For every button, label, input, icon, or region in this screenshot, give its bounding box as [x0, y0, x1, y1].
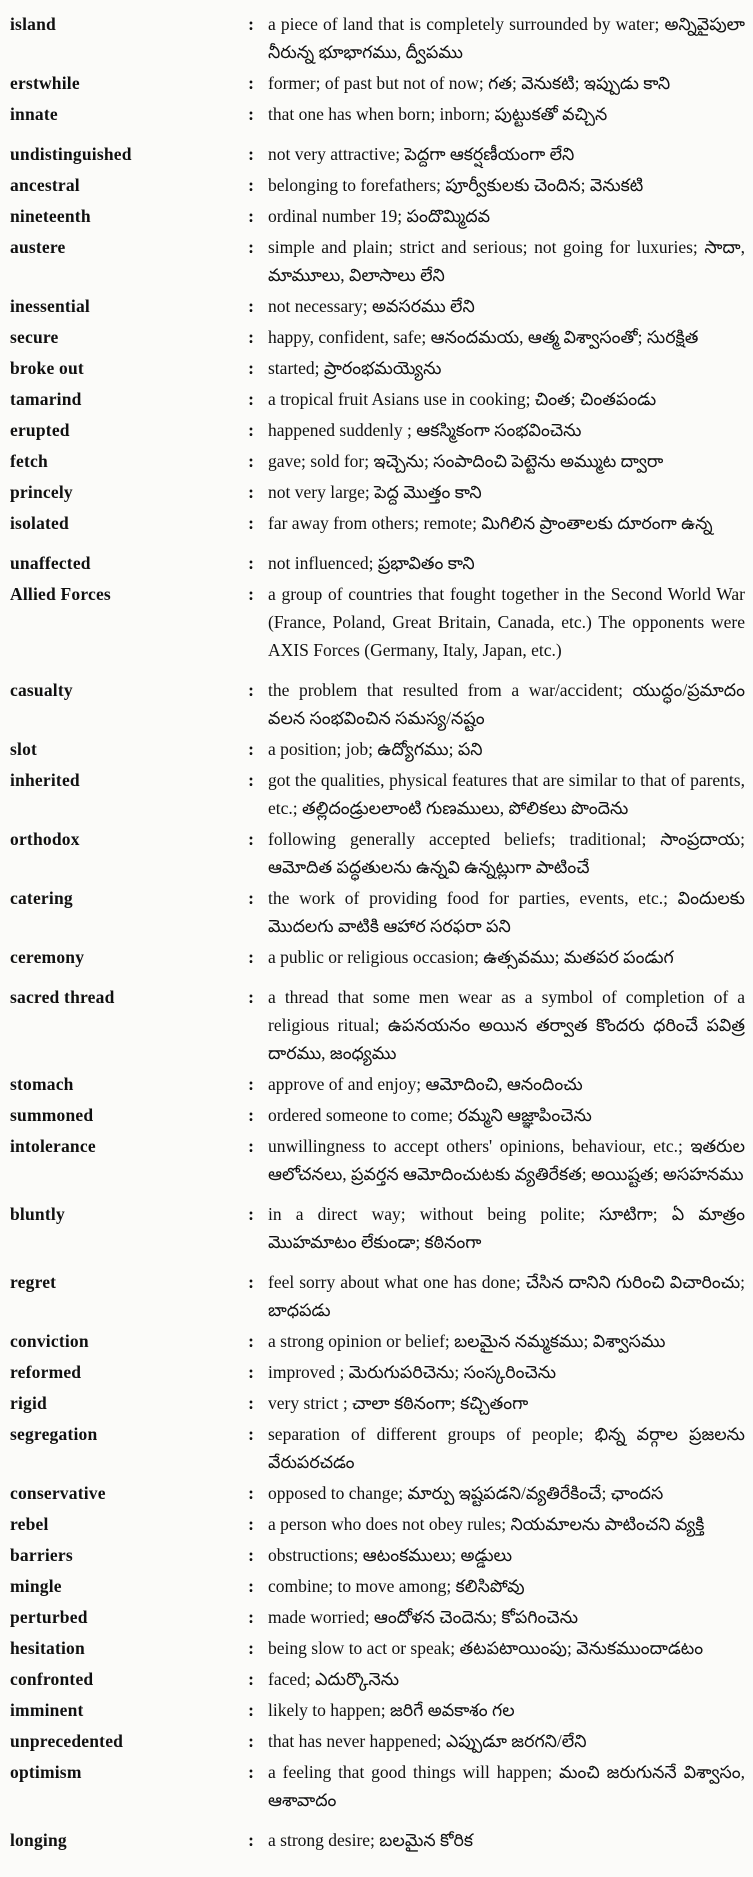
colon-separator: :: [248, 553, 254, 573]
term: rigid: [10, 1393, 47, 1413]
term: regret: [10, 1272, 57, 1292]
definition: improved ; మెరుగుపరిచెను; సంస్కరించెను: [268, 1362, 557, 1382]
colon-separator: :: [248, 237, 254, 257]
glossary-entry: [10, 323, 745, 351]
definition: ordered someone to come; రమ్మని ఆజ్ఞాపించెను: [268, 1105, 592, 1125]
term: austere: [10, 237, 66, 257]
colon-separator: :: [248, 1576, 254, 1596]
term: unaffected: [10, 553, 91, 573]
definition: likely to happen; జరిగే అవకాశం గల: [268, 1700, 515, 1720]
colon-separator: :: [248, 73, 254, 93]
definition: opposed to change; మార్పు ఇష్టపడని/వ్యతిరేకించే; ఛాందస: [268, 1483, 664, 1503]
glossary-entry: [10, 1358, 745, 1386]
colon-separator: :: [248, 1204, 254, 1224]
glossary-entry: [10, 233, 745, 289]
term: slot: [10, 739, 38, 759]
colon-separator: :: [248, 1483, 254, 1503]
glossary-entry: [10, 1541, 745, 1569]
glossary-entry: [10, 10, 745, 66]
glossary-entry: [10, 354, 745, 382]
glossary-entry: [10, 1696, 745, 1724]
term: confronted: [10, 1669, 94, 1689]
glossary-entry: [10, 1479, 745, 1507]
definition: belonging to forefathers; పూర్వీకులకు చెందిన; వెనుకటి: [268, 175, 644, 195]
definition: a feeling that good things will happen; మంచి జరుగుననే విశ్వాసం, ఆశావాదం: [268, 1762, 745, 1810]
definition: in a direct way; without being polite; సూటిగా; ఏ మాత్రం మొహమాటం లేకుండా; కఠినంగా: [268, 1204, 745, 1252]
glossary-entry: [10, 171, 745, 199]
colon-separator: :: [248, 1669, 254, 1689]
glossary-entry: [10, 983, 745, 1067]
glossary-entry: [10, 825, 745, 881]
definition: happy, confident, safe; ఆనందమయ, ఆత్మ విశ్వాసంతో; సురక్షిత: [268, 327, 699, 347]
definition: ordinal number 19; పందొమ్మిదవ: [268, 206, 491, 226]
glossary-entry: [10, 1758, 745, 1814]
term: innate: [10, 104, 58, 124]
glossary-entry: [10, 385, 745, 413]
glossary-entry: [10, 202, 745, 230]
definition: obstructions; ఆటంకములు; అడ్డులు: [268, 1545, 513, 1565]
colon-separator: :: [248, 1074, 254, 1094]
term: tamarind: [10, 389, 82, 409]
colon-separator: :: [248, 1731, 254, 1751]
colon-separator: :: [248, 296, 254, 316]
term: reformed: [10, 1362, 82, 1382]
definition: started; ప్రారంభమయ్యెను: [268, 358, 442, 378]
colon-separator: :: [248, 680, 254, 700]
definition: made worried; ఆందోళన చెందెను; కోపగించెను: [268, 1607, 579, 1627]
term: intolerance: [10, 1136, 96, 1156]
colon-separator: :: [248, 1545, 254, 1565]
glossary-entry: [10, 1634, 745, 1662]
term: undistinguished: [10, 144, 132, 164]
term: casualty: [10, 680, 73, 700]
colon-separator: :: [248, 1105, 254, 1125]
definition: happened suddenly ; ఆకస్మికంగా సంభవించెను: [268, 420, 582, 440]
term: barriers: [10, 1545, 73, 1565]
term: hesitation: [10, 1638, 85, 1658]
term: erupted: [10, 420, 70, 440]
colon-separator: :: [248, 987, 254, 1007]
definition: gave; sold for; ఇచ్చెను; సంపాదించి పెట్టెను అమ్ముట ద్వారా: [268, 451, 664, 471]
colon-separator: :: [248, 104, 254, 124]
term: erstwhile: [10, 73, 80, 93]
term: sacred thread: [10, 987, 115, 1007]
colon-separator: :: [248, 1700, 254, 1720]
definition: not very large; పెద్ద మొత్తం కాని: [268, 482, 482, 502]
definition: a strong opinion or belief; బలమైన నమ్మకము; విశ్వాసము: [268, 1331, 666, 1351]
colon-separator: :: [248, 451, 254, 471]
term: conservative: [10, 1483, 106, 1503]
colon-separator: :: [248, 358, 254, 378]
colon-separator: :: [248, 389, 254, 409]
definition: unwillingness to accept others' opinions, behaviour, etc.; ఇతరుల ఆలోచనలు, ప్రవర్తన ఆమోదించుటకు వ్యతిరేకత; అయిష్టత; అసహనము: [268, 1136, 745, 1184]
glossary-entry: [10, 1101, 745, 1129]
colon-separator: :: [248, 14, 254, 34]
definition: feel sorry about what one has done; చేసిన దానిని గురించి విచారించు; బాధపడు: [268, 1272, 745, 1320]
glossary-entry: [10, 140, 745, 168]
definition: a person who does not obey rules; నియమాలను పాటించని వ్యక్తి: [268, 1514, 705, 1534]
term: isolated: [10, 513, 69, 533]
glossary-entry: [10, 1665, 745, 1693]
definition: the work of providing food for parties, events, etc.; విందులకు మొదలగు వాటికి ఆహార సరఫరా పని: [268, 888, 745, 936]
colon-separator: :: [248, 144, 254, 164]
glossary-entry: [10, 1070, 745, 1098]
definition: not necessary; అవసరము లేని: [268, 296, 475, 316]
term: longing: [10, 1830, 67, 1850]
term: catering: [10, 888, 73, 908]
glossary-entry: [10, 735, 745, 763]
colon-separator: :: [248, 739, 254, 759]
term: princely: [10, 482, 73, 502]
glossary-entry: [10, 509, 745, 537]
term: inherited: [10, 770, 80, 790]
colon-separator: :: [248, 1393, 254, 1413]
colon-separator: :: [248, 584, 254, 604]
definition: not influenced; ప్రభావితం కాని: [268, 553, 475, 573]
definition: a thread that some men wear as a symbol of completion of a religious ritual; ఉపనయనం అయిన తర్వాత కొందరు ధరించే పవిత్ర దారము, జంధ్యము: [268, 987, 745, 1063]
definition: a position; job; ఉద్యోగము; పని: [268, 739, 483, 759]
colon-separator: :: [248, 1514, 254, 1534]
term: optimism: [10, 1762, 82, 1782]
glossary-entry: [10, 1327, 745, 1355]
colon-separator: :: [248, 888, 254, 908]
term: mingle: [10, 1576, 62, 1596]
term: broke out: [10, 358, 84, 378]
definition: former; of past but not of now; గత; వెనుకటి; ఇప్పుడు కాని: [268, 73, 671, 93]
colon-separator: :: [248, 947, 254, 967]
term: Allied Forces: [10, 584, 111, 604]
glossary-entry: [10, 416, 745, 444]
glossary-entry: [10, 447, 745, 475]
glossary-entry: [10, 766, 745, 822]
colon-separator: :: [248, 327, 254, 347]
glossary-list: [10, 10, 745, 1854]
glossary-entry: [10, 1826, 745, 1854]
definition: the problem that resulted from a war/accident; యుద్ధం/ప్రమాదం వలన సంభవించిన సమస్య/నష్టం: [268, 680, 745, 728]
term: ceremony: [10, 947, 85, 967]
term: rebel: [10, 1514, 49, 1534]
definition: a public or religious occasion; ఉత్సవము; మతపర పండుగ: [268, 947, 674, 967]
glossary-entry: [10, 884, 745, 940]
glossary-entry: [10, 943, 745, 971]
colon-separator: :: [248, 829, 254, 849]
glossary-entry: [10, 69, 745, 97]
glossary-entry: [10, 580, 745, 664]
colon-separator: :: [248, 175, 254, 195]
glossary-entry: [10, 1572, 745, 1600]
colon-separator: :: [248, 420, 254, 440]
glossary-entry: [10, 1420, 745, 1476]
definition: that has never happened; ఎప్పుడూ జరగని/లేని: [268, 1731, 587, 1751]
colon-separator: :: [248, 1136, 254, 1156]
colon-separator: :: [248, 1362, 254, 1382]
definition: approve of and enjoy; ఆమోదించి, ఆనందించు: [268, 1074, 583, 1094]
glossary-entry: [10, 292, 745, 320]
glossary-entry: [10, 549, 745, 577]
glossary-entry: [10, 1603, 745, 1631]
definition: far away from others; remote; మిగిలిన ప్రాంతాలకు దూరంగా ఉన్న: [268, 513, 713, 533]
colon-separator: :: [248, 1638, 254, 1658]
colon-separator: :: [248, 1331, 254, 1351]
glossary-entry: [10, 1727, 745, 1755]
glossary-entry: [10, 1389, 745, 1417]
term: orthodox: [10, 829, 80, 849]
term: imminent: [10, 1700, 84, 1720]
term: bluntly: [10, 1204, 65, 1224]
glossary-entry: [10, 1132, 745, 1188]
term: stomach: [10, 1074, 74, 1094]
term: perturbed: [10, 1607, 88, 1627]
term: nineteenth: [10, 206, 91, 226]
definition: a tropical fruit Asians use in cooking; చింత; చింతపండు: [268, 389, 657, 409]
term: unprecedented: [10, 1731, 124, 1751]
term: segregation: [10, 1424, 98, 1444]
definition: a group of countries that fought together in the Second World War (France, Poland, Great Britain, Canada, etc.) The opponents were AXIS Forces (Germany, Italy, Japan, etc.): [268, 584, 745, 660]
definition: very strict ; చాలా కఠినంగా; కచ్చితంగా: [268, 1393, 529, 1413]
definition: being slow to act or speak; తటపటాయింపు; వెనుకముందాడటం: [268, 1638, 704, 1658]
definition: combine; to move among; కలిసిపోవు: [268, 1576, 525, 1596]
colon-separator: :: [248, 1830, 254, 1850]
definition: that one has when born; inborn; పుట్టుకతో వచ్చిన: [268, 104, 608, 124]
glossary-entry: [10, 478, 745, 506]
glossary-entry: [10, 100, 745, 128]
definition: a strong desire; బలమైన కోరిక: [268, 1830, 474, 1850]
colon-separator: :: [248, 1424, 254, 1444]
definition: following generally accepted beliefs; traditional; సాంప్రదాయ; ఆమోదిత పద్ధతులను ఉన్నవి ఉన్నట్లుగా పాటించే: [268, 829, 745, 877]
colon-separator: :: [248, 770, 254, 790]
definition: faced; ఎదుర్కొనెను: [268, 1669, 400, 1689]
colon-separator: :: [248, 1607, 254, 1627]
term: ancestral: [10, 175, 80, 195]
definition: a piece of land that is completely surrounded by water; అన్నివైపులా నీరున్న భూభాగము, ద్వీపము: [268, 14, 745, 62]
term: conviction: [10, 1331, 89, 1351]
term: inessential: [10, 296, 90, 316]
term: summoned: [10, 1105, 94, 1125]
colon-separator: :: [248, 482, 254, 502]
glossary-entry: [10, 1268, 745, 1324]
colon-separator: :: [248, 513, 254, 533]
term: island: [10, 14, 56, 34]
term: fetch: [10, 451, 48, 471]
glossary-entry: [10, 1510, 745, 1538]
glossary-entry: [10, 676, 745, 732]
definition: separation of different groups of people; భిన్న వర్గాల ప్రజలను వేరుపరచడం: [268, 1424, 745, 1472]
colon-separator: :: [248, 206, 254, 226]
glossary-entry: [10, 1200, 745, 1256]
term: secure: [10, 327, 59, 347]
definition: got the qualities, physical features that are similar to that of parents, etc.; తల్లిదండ్రులలాంటి గుణములు, పోలికలు పొందెను: [268, 770, 745, 818]
definition: simple and plain; strict and serious; not going for luxuries; సాదా, మామూలు, విలాసాలు లేని: [268, 237, 745, 285]
colon-separator: :: [248, 1272, 254, 1292]
definition: not very attractive; పెద్దగా ఆకర్షణీయంగా లేని: [268, 144, 575, 164]
colon-separator: :: [248, 1762, 254, 1782]
